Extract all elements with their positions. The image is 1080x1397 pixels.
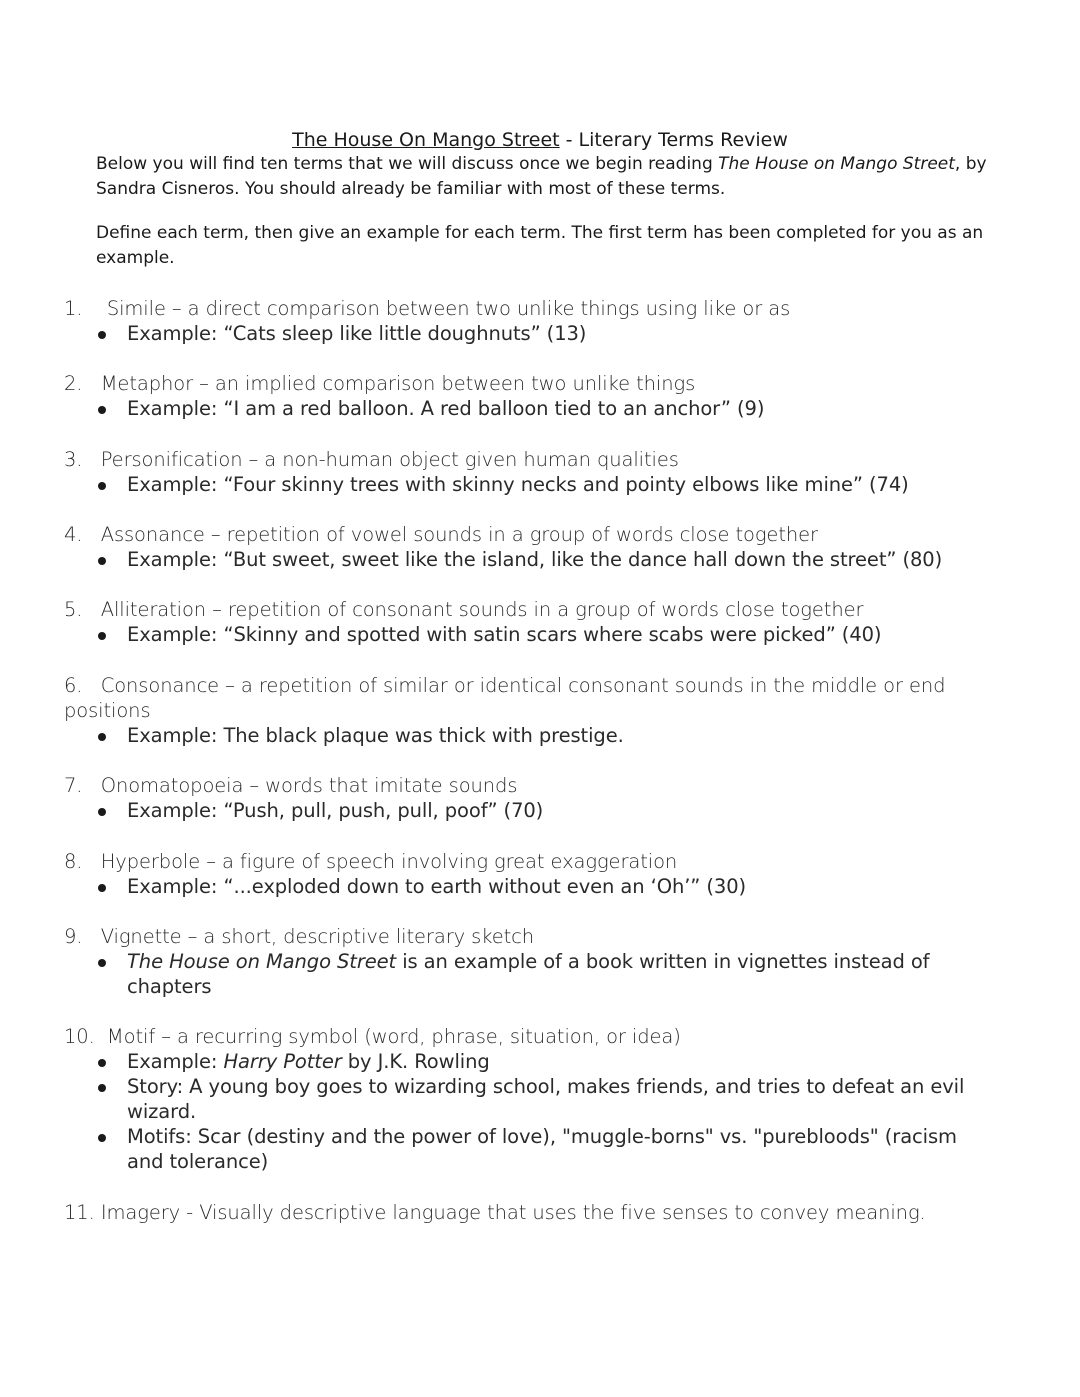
term-number: 2.	[64, 372, 83, 395]
example-text: Example: “Four skinny trees with skinny necks and pointy elbows like mine” (74)	[127, 473, 909, 496]
term-definition: Consonance – a repetition of similar or identical consonant sounds in the middle or end positions	[64, 674, 946, 722]
example-text: Example: “But sweet, sweet like the island, like the dance hall down the street” (80)	[127, 548, 943, 571]
term-motif	[64, 1024, 1004, 1049]
page-title	[0, 127, 1080, 153]
term-examples	[96, 798, 996, 823]
term-examples	[96, 396, 996, 421]
bullet-icon	[98, 1059, 106, 1067]
term-number: 11.	[64, 1201, 95, 1224]
term-definition: Hyperbole – a figure of speech involving great exaggeration	[100, 850, 678, 873]
term-definition: Personification – a non-human object given human qualities	[100, 448, 679, 471]
example-text: Example: “I am a red balloon. A red balloon tied to an anchor” (9)	[127, 397, 765, 420]
term-definition: Onomatopoeia – words that imitate sounds	[100, 774, 518, 797]
example-text: Example: “Cats sleep like little doughnuts” (13)	[127, 322, 587, 345]
term-assonance	[64, 522, 1004, 547]
example-text: Example:	[127, 1050, 224, 1073]
list-item	[96, 622, 996, 647]
term-examples	[96, 723, 996, 748]
term-number: 6.	[64, 674, 83, 697]
term-onomatopoeia	[64, 773, 1004, 798]
list-item	[96, 547, 996, 572]
term-consonance	[64, 673, 1004, 723]
term-definition: Vignette – a short, descriptive literary sketch	[100, 925, 535, 948]
term-imagery	[64, 1200, 1004, 1225]
term-number: 8.	[64, 850, 83, 873]
term-examples	[96, 949, 996, 999]
example-text: Example: “Push, pull, push, pull, poof” (70)	[127, 799, 544, 822]
term-definition: Simile – a direct comparison between two unlike things using like or as	[106, 297, 791, 320]
example-text: is an example of a book written in vignettes instead of chapters	[127, 950, 930, 998]
bullet-icon	[98, 1134, 106, 1142]
example-text: Example: The black plaque was thick with prestige.	[127, 724, 624, 747]
term-hyperbole	[64, 849, 1004, 874]
list-item	[96, 874, 996, 899]
title-book: The House On Mango Street	[292, 129, 560, 151]
term-number: 4.	[64, 523, 83, 546]
bullet-icon	[98, 1084, 106, 1092]
list-item	[96, 949, 996, 999]
bullet-icon	[98, 482, 106, 490]
list-item	[96, 1074, 996, 1124]
term-examples	[96, 472, 996, 497]
term-alliteration	[64, 597, 1004, 622]
term-definition: Imagery - Visually descriptive language that uses the five senses to convey meaning.	[100, 1201, 926, 1224]
instructions-paragraph: Define each term, then give an example for each term. The first term has been completed for you as an example.	[96, 223, 984, 268]
bullet-icon	[98, 884, 106, 892]
bullet-icon	[98, 733, 106, 741]
term-examples	[96, 321, 996, 346]
example-text: Example: “Skinny and spotted with satin scars where scabs were picked” (40)	[127, 623, 882, 646]
story-text: Story: A young boy goes to wizarding school, makes friends, and tries to defeat an evil wizard.	[127, 1075, 965, 1123]
intro-text-2: , by Sandra Cisneros. You should already be familiar with most of these terms.	[96, 154, 987, 199]
intro-book-title: The House on Mango Street	[718, 154, 955, 174]
term-personification	[64, 447, 1004, 472]
term-definition: Motif – a recurring symbol (word, phrase, situation, or idea)	[106, 1025, 681, 1048]
list-item	[96, 1049, 996, 1074]
term-examples	[96, 1049, 996, 1174]
term-number: 5.	[64, 598, 83, 621]
term-metaphor	[64, 371, 1004, 396]
bullet-icon	[98, 808, 106, 816]
example-book-title: Harry Potter	[223, 1050, 342, 1073]
term-number: 1.	[64, 297, 83, 320]
example-book-title: The House on Mango Street	[127, 950, 397, 973]
term-examples	[96, 622, 996, 647]
list-item	[96, 396, 996, 421]
intro-paragraph	[96, 152, 996, 202]
example-text: Example: “...exploded down to earth without even an ‘Oh’” (30)	[127, 875, 747, 898]
bullet-icon	[98, 557, 106, 565]
term-number: 9.	[64, 925, 83, 948]
bullet-icon	[98, 959, 106, 967]
term-examples	[96, 547, 996, 572]
bullet-icon	[98, 331, 106, 339]
term-definition: Assonance – repetition of vowel sounds in a group of words close together	[100, 523, 818, 546]
bullet-icon	[98, 632, 106, 640]
list-item	[96, 472, 996, 497]
list-item	[96, 798, 996, 823]
list-item	[96, 321, 996, 346]
motifs-text: Motifs: Scar (destiny and the power of love), "muggle-borns" vs. "purebloods" (racism and tolerance)	[127, 1125, 957, 1173]
term-number: 10.	[64, 1025, 95, 1048]
example-text-2: by J.K. Rowling	[341, 1050, 490, 1073]
title-rest: - Literary Terms Review	[559, 129, 788, 151]
term-simile	[64, 296, 1004, 321]
list-item	[96, 1124, 996, 1174]
term-number: 3.	[64, 448, 83, 471]
list-item	[96, 723, 996, 748]
bullet-icon	[98, 406, 106, 414]
intro-text: Below you will find ten terms that we will discuss once we begin reading	[96, 154, 719, 174]
term-vignette	[64, 924, 1004, 949]
term-definition: Alliteration – repetition of consonant sounds in a group of words close together	[100, 598, 864, 621]
term-definition: Metaphor – an implied comparison between two unlike things	[100, 372, 696, 395]
term-number: 7.	[64, 774, 83, 797]
term-examples	[96, 874, 996, 899]
